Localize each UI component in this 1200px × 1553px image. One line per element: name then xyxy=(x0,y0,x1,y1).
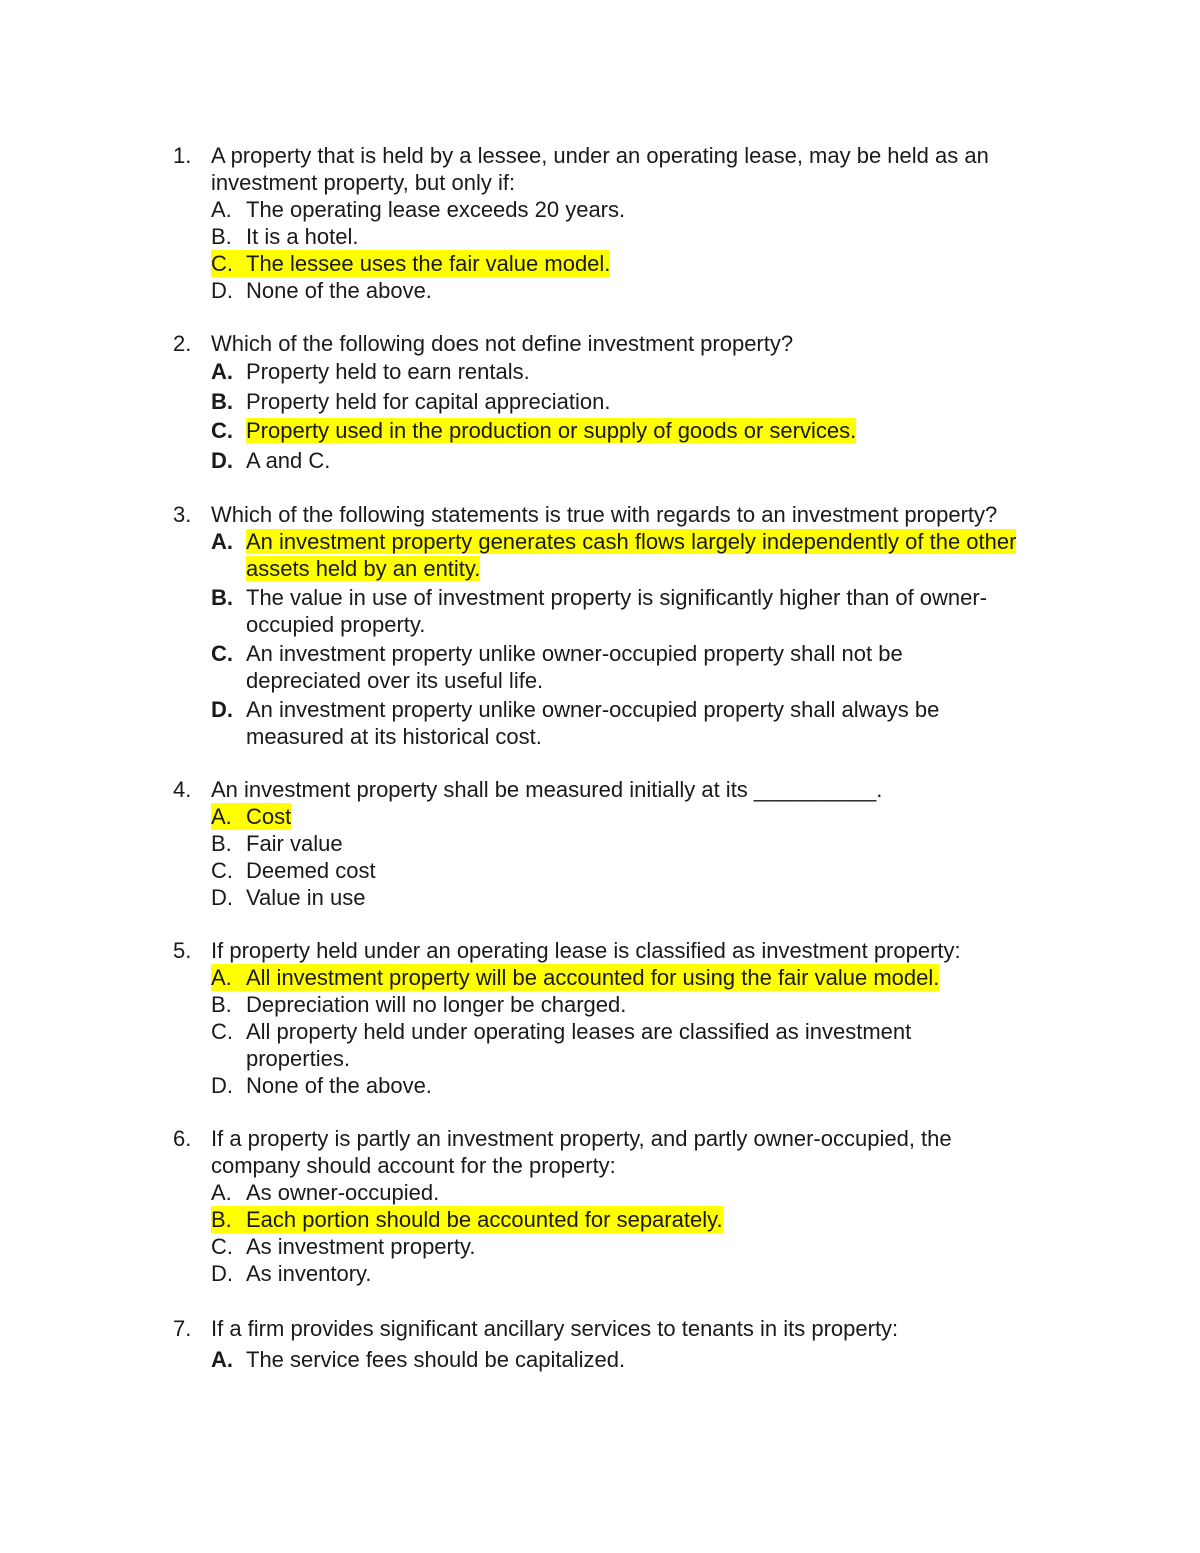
option-text: All property held under operating leases are classified as investment properties. xyxy=(246,1019,912,1071)
option-letter: A. xyxy=(211,1180,232,1205)
option-text: Fair value xyxy=(246,831,343,856)
option-letter: D. xyxy=(211,1073,233,1098)
option-c xyxy=(211,416,1073,446)
option-text: Property held for capital appreciation. xyxy=(246,388,611,414)
question-6 xyxy=(173,1125,1073,1287)
option-letter: C. xyxy=(211,251,233,276)
option-letter: A. xyxy=(211,197,232,222)
option-text: All investment property will be accounted for using the fair value model. xyxy=(246,965,940,990)
option-c xyxy=(211,1018,1073,1072)
option-letter: B. xyxy=(211,224,232,249)
question-text: If a property is partly an investment property, and partly owner-occupied, the company should account for the property: xyxy=(211,1126,952,1178)
option-letter: A. xyxy=(211,804,232,829)
highlighted-answer: An investment property generates cash flows largely independently of the other assets held by an entity. xyxy=(246,529,1017,581)
option-text: It is a hotel. xyxy=(246,224,359,249)
option-letter: A. xyxy=(211,529,233,554)
option-a xyxy=(211,1345,1073,1375)
question-number: 2. xyxy=(173,331,192,356)
question-1 xyxy=(173,142,1073,304)
option-b-highlighted xyxy=(211,1206,1073,1233)
question-text: If property held under an operating lease is classified as investment property: xyxy=(211,938,961,963)
question-number: 7. xyxy=(173,1316,192,1341)
question-5 xyxy=(173,937,1073,1099)
option-a-highlighted xyxy=(211,803,1073,830)
option-text: Value in use xyxy=(246,885,366,910)
option-c xyxy=(211,640,1073,694)
option-text: As owner-occupied. xyxy=(246,1180,440,1205)
option-letter: A. xyxy=(211,965,232,990)
option-c xyxy=(211,857,1073,884)
highlighted-answer xyxy=(211,250,610,277)
option-a xyxy=(211,196,1073,223)
option-text: As investment property. xyxy=(246,1234,476,1259)
option-text: The lessee uses the fair value model. xyxy=(246,251,611,276)
option-letter: C. xyxy=(211,418,233,443)
option-c xyxy=(211,1233,1073,1260)
question-text: If a firm provides significant ancillary services to tenants in its property: xyxy=(211,1316,899,1341)
option-text: Cost xyxy=(246,804,292,829)
option-c-highlighted xyxy=(211,250,1073,277)
option-b xyxy=(211,830,1073,857)
question-number: 3. xyxy=(173,502,192,527)
option-text: Depreciation will no longer be charged. xyxy=(246,992,627,1017)
question-number: 4. xyxy=(173,777,192,802)
quiz-list xyxy=(173,142,1073,1401)
option-letter: B. xyxy=(211,992,232,1017)
option-text: Each portion should be accounted for separately. xyxy=(246,1207,723,1232)
option-text: Deemed cost xyxy=(246,858,376,883)
option-d xyxy=(211,277,1073,304)
option-d xyxy=(211,696,1073,750)
question-7 xyxy=(173,1313,1073,1375)
question-number: 1. xyxy=(173,143,192,168)
option-text: None of the above. xyxy=(246,278,432,303)
option-letter: D. xyxy=(211,697,233,722)
option-letter: B. xyxy=(211,585,233,610)
option-text: An investment property unlike owner-occupied property shall always be measured at its historical cost. xyxy=(246,697,940,749)
option-text: The operating lease exceeds 20 years. xyxy=(246,197,626,222)
question-2 xyxy=(173,330,1073,475)
option-letter: C. xyxy=(211,1234,233,1259)
option-text: The value in use of investment property is significantly higher than of owner-occupied property. xyxy=(246,585,988,637)
question-number: 6. xyxy=(173,1126,192,1151)
option-a xyxy=(211,1179,1073,1206)
option-d xyxy=(211,884,1073,911)
option-d xyxy=(211,1072,1073,1099)
option-letter: B. xyxy=(211,1207,232,1232)
option-text: The service fees should be capitalized. xyxy=(246,1347,626,1372)
option-letter: B. xyxy=(211,388,233,414)
option-b xyxy=(211,223,1073,250)
option-b xyxy=(211,387,1073,417)
option-letter: D. xyxy=(211,447,233,473)
option-a xyxy=(211,528,1073,582)
option-a-highlighted xyxy=(211,964,1073,991)
question-text: Which of the following statements is true with regards to an investment property? xyxy=(211,502,998,527)
option-b xyxy=(211,584,1073,638)
option-text: An investment property unlike owner-occupied property shall not be depreciated over its useful life. xyxy=(246,641,903,693)
option-text: Property held to earn rentals. xyxy=(246,359,530,384)
highlighted-answer xyxy=(211,1206,723,1233)
option-letter: A. xyxy=(211,359,233,384)
highlighted-answer xyxy=(211,964,939,991)
question-4 xyxy=(173,776,1073,911)
option-b xyxy=(211,991,1073,1018)
highlighted-answer xyxy=(211,803,291,830)
option-text: As inventory. xyxy=(246,1261,372,1286)
option-text: A and C. xyxy=(246,447,331,473)
option-letter: D. xyxy=(211,1261,233,1286)
question-text: Which of the following does not define investment property? xyxy=(211,331,794,356)
option-letter: D. xyxy=(211,885,233,910)
option-letter: C. xyxy=(211,858,233,883)
option-text: None of the above. xyxy=(246,1073,432,1098)
option-letter: B. xyxy=(211,831,232,856)
question-3 xyxy=(173,501,1073,750)
option-letter: D. xyxy=(211,278,233,303)
option-d xyxy=(211,446,1073,476)
option-letter: A. xyxy=(211,1347,233,1372)
question-number: 5. xyxy=(173,938,192,963)
highlighted-answer: Property used in the production or supply of goods or services. xyxy=(246,418,857,443)
option-letter: C. xyxy=(211,1019,233,1044)
option-a xyxy=(211,357,1073,387)
question-text: An investment property shall be measured initially at its __________. xyxy=(211,777,883,802)
option-d xyxy=(211,1260,1073,1287)
option-letter: C. xyxy=(211,641,233,666)
question-text: A property that is held by a lessee, under an operating lease, may be held as an investment property, but only if: xyxy=(211,143,989,195)
